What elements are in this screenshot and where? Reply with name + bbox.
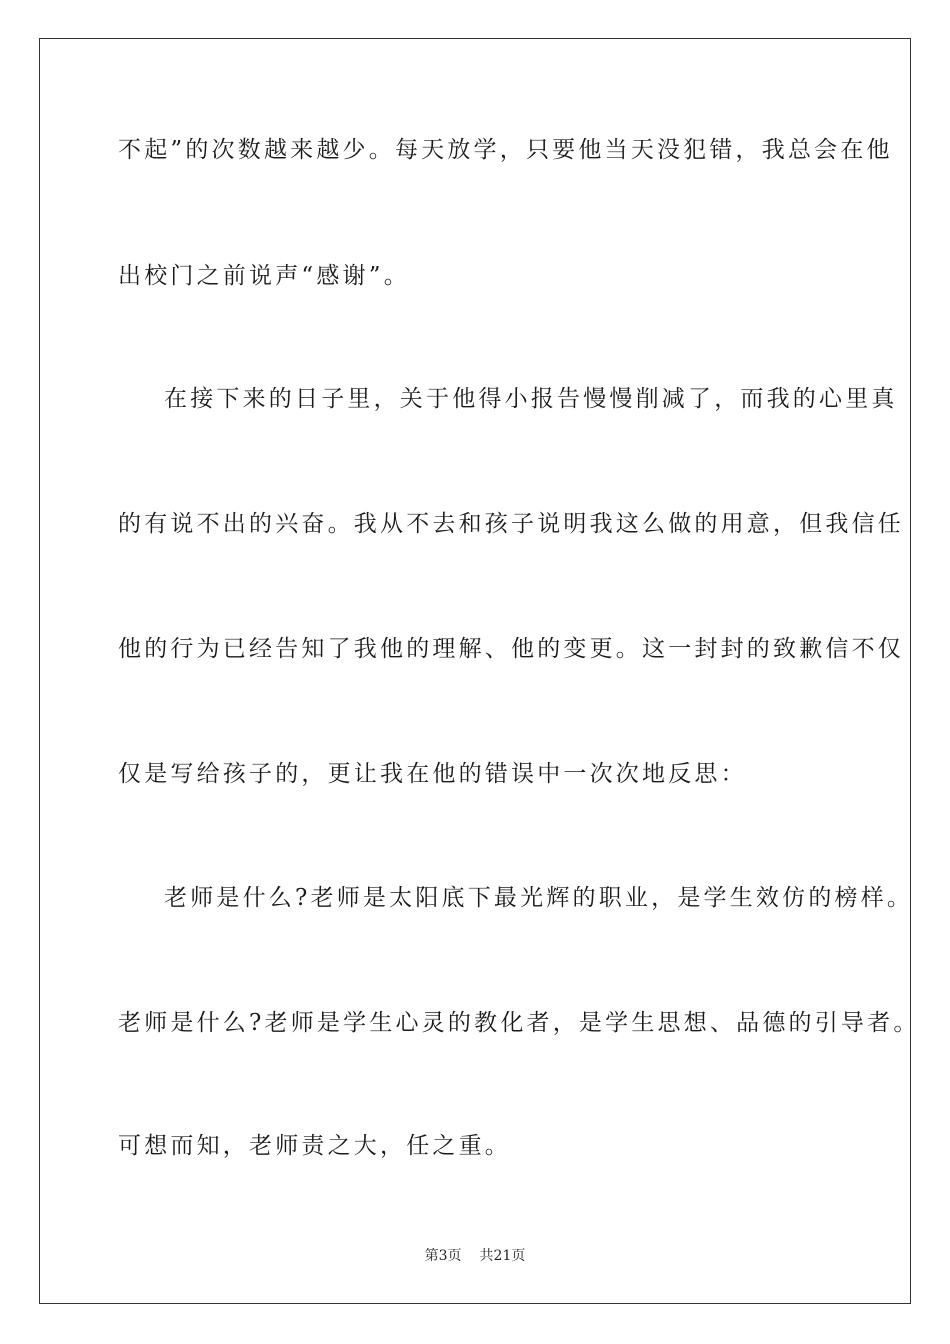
paragraph-start-line: 老师是什么?老师是太阳底下最光辉的职业，是学生效仿的榜样。 (164, 885, 914, 911)
text-line: 出校门之前说声“感谢”。 (118, 263, 410, 289)
page-total: 共21页 (479, 1248, 526, 1264)
text-line: 仅是写给孩子的，更让我在他的错误中一次次地反思： (118, 761, 747, 787)
text-line: 不起”的次数越来越少。每天放学，只要他当天没犯错，我总会在他 (118, 137, 893, 163)
page-number: 第3页 (424, 1248, 462, 1264)
text-line: 的有说不出的兴奋。我从不去和孩子说明我这么做的用意，但我信任 (118, 511, 904, 537)
text-line: 可想而知，老师责之大，任之重。 (118, 1133, 511, 1159)
page-frame (39, 38, 920, 1304)
text-line: 老师是什么?老师是学生心灵的教化者，是学生思想、品德的引导者。 (118, 1010, 920, 1036)
page-footer (0, 1247, 950, 1265)
paragraph-start-line: 在接下来的日子里，关于他得小报告慢慢削减了，而我的心里真 (164, 386, 898, 412)
text-line: 他的行为已经告知了我他的理解、他的变更。这一封封的致歉信不仅 (118, 636, 904, 662)
